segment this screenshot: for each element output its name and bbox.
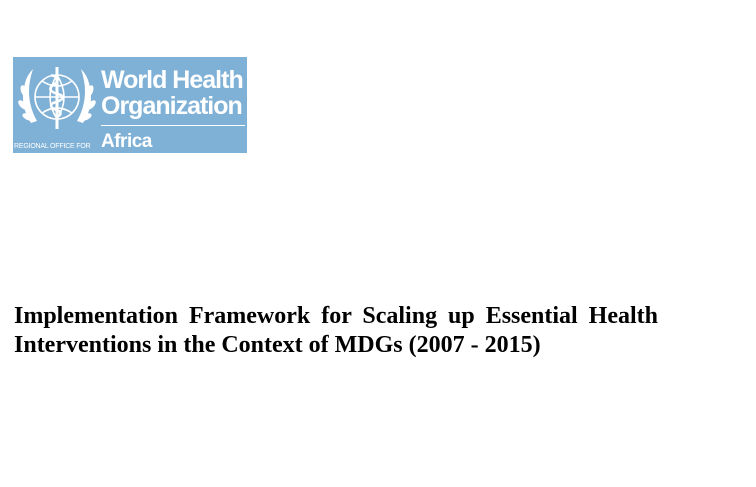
logo-divider [101, 125, 245, 126]
document-title: Implementation Framework for Scaling up Essential Health Interventions in the Context of MDGs (2007 - 2015) [14, 303, 658, 358]
logo-regional-office-label: REGIONAL OFFICE FOR [14, 143, 91, 150]
logo-text-line2: Organization [101, 92, 242, 120]
logo-text-line1: World Health [101, 66, 243, 94]
who-afro-logo [13, 57, 247, 153]
logo-region-name: Africa [101, 131, 152, 152]
who-emblem-icon [15, 61, 99, 133]
